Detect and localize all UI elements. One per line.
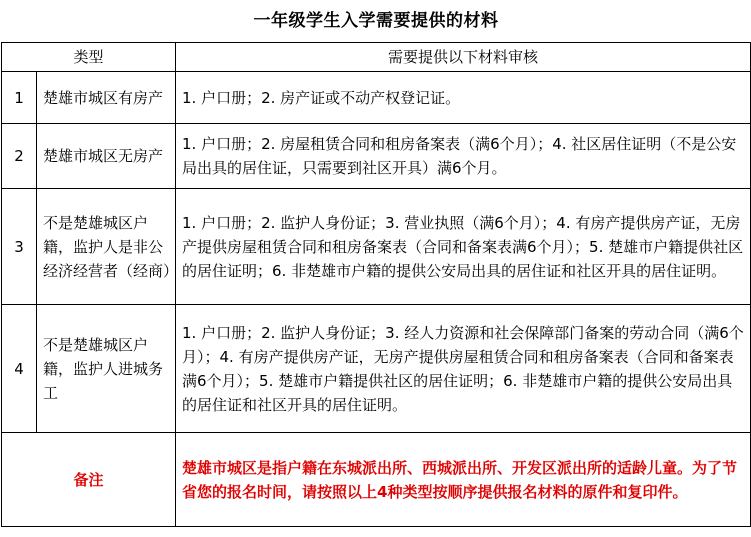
- row-materials[interactable]: 1. 户口册；2. 房产证或不动产权登记证。: [176, 72, 751, 124]
- header-type[interactable]: 类型: [2, 43, 176, 72]
- table-row: [2, 124, 751, 189]
- row-type[interactable]: 不是楚雄城区户籍，监护人是非公经济经营者（经商）: [37, 189, 176, 305]
- table-row: [2, 72, 751, 124]
- row-number[interactable]: 4: [2, 305, 37, 433]
- note-row: [2, 433, 751, 527]
- table-row: [2, 305, 751, 433]
- row-materials[interactable]: 1. 户口册；2. 监护人身份证；3. 营业执照（满6个月）；4. 有房产提供房产证，无房产提供房屋租赁合同和租房备案表（合同和备案表满6个月）；5. 楚雄市户籍提供社区的居住证明；6. 非楚雄市户籍的提供公安局出具的居住证和社区开具的居住证明。: [176, 189, 751, 305]
- row-type[interactable]: 楚雄市城区无房产: [37, 124, 176, 189]
- row-materials[interactable]: 1. 户口册；2. 房屋租赁合同和租房备案表（满6个月）；4. 社区居住证明（不是公安局出具的居住证，只需要到社区开具）满6个月。: [176, 124, 751, 189]
- note-text[interactable]: 楚雄市城区是指户籍在东城派出所、西城派出所、开发区派出所的适龄儿童。为了节省您的报名时间，请按照以上4种类型按顺序提供报名材料的原件和复印件。: [176, 433, 751, 527]
- row-number[interactable]: 2: [2, 124, 37, 189]
- header-materials[interactable]: 需要提供以下材料审核: [176, 43, 751, 72]
- materials-table: [1, 0, 751, 527]
- table-title[interactable]: 一年级学生入学需要提供的材料: [2, 0, 751, 43]
- note-label[interactable]: 备注: [2, 433, 176, 527]
- row-number[interactable]: 1: [2, 72, 37, 124]
- header-row: [2, 43, 751, 72]
- row-type[interactable]: 不是楚雄城区户籍，监护人进城务工: [37, 305, 176, 433]
- title-row: [2, 0, 751, 43]
- row-type[interactable]: 楚雄市城区有房产: [37, 72, 176, 124]
- row-number[interactable]: 3: [2, 189, 37, 305]
- row-materials[interactable]: 1. 户口册；2. 监护人身份证；3. 经人力资源和社会保障部门备案的劳动合同（满6个月）；4. 有房产提供房产证，无房产提供房屋租赁合同和租房备案表（合同和备案表满6个月）；5. 楚雄市户籍提供社区的居住证明；6. 非楚雄市户籍的提供公安局出具的居住证和社区开具的居住证明。: [176, 305, 751, 433]
- table-row: [2, 189, 751, 305]
